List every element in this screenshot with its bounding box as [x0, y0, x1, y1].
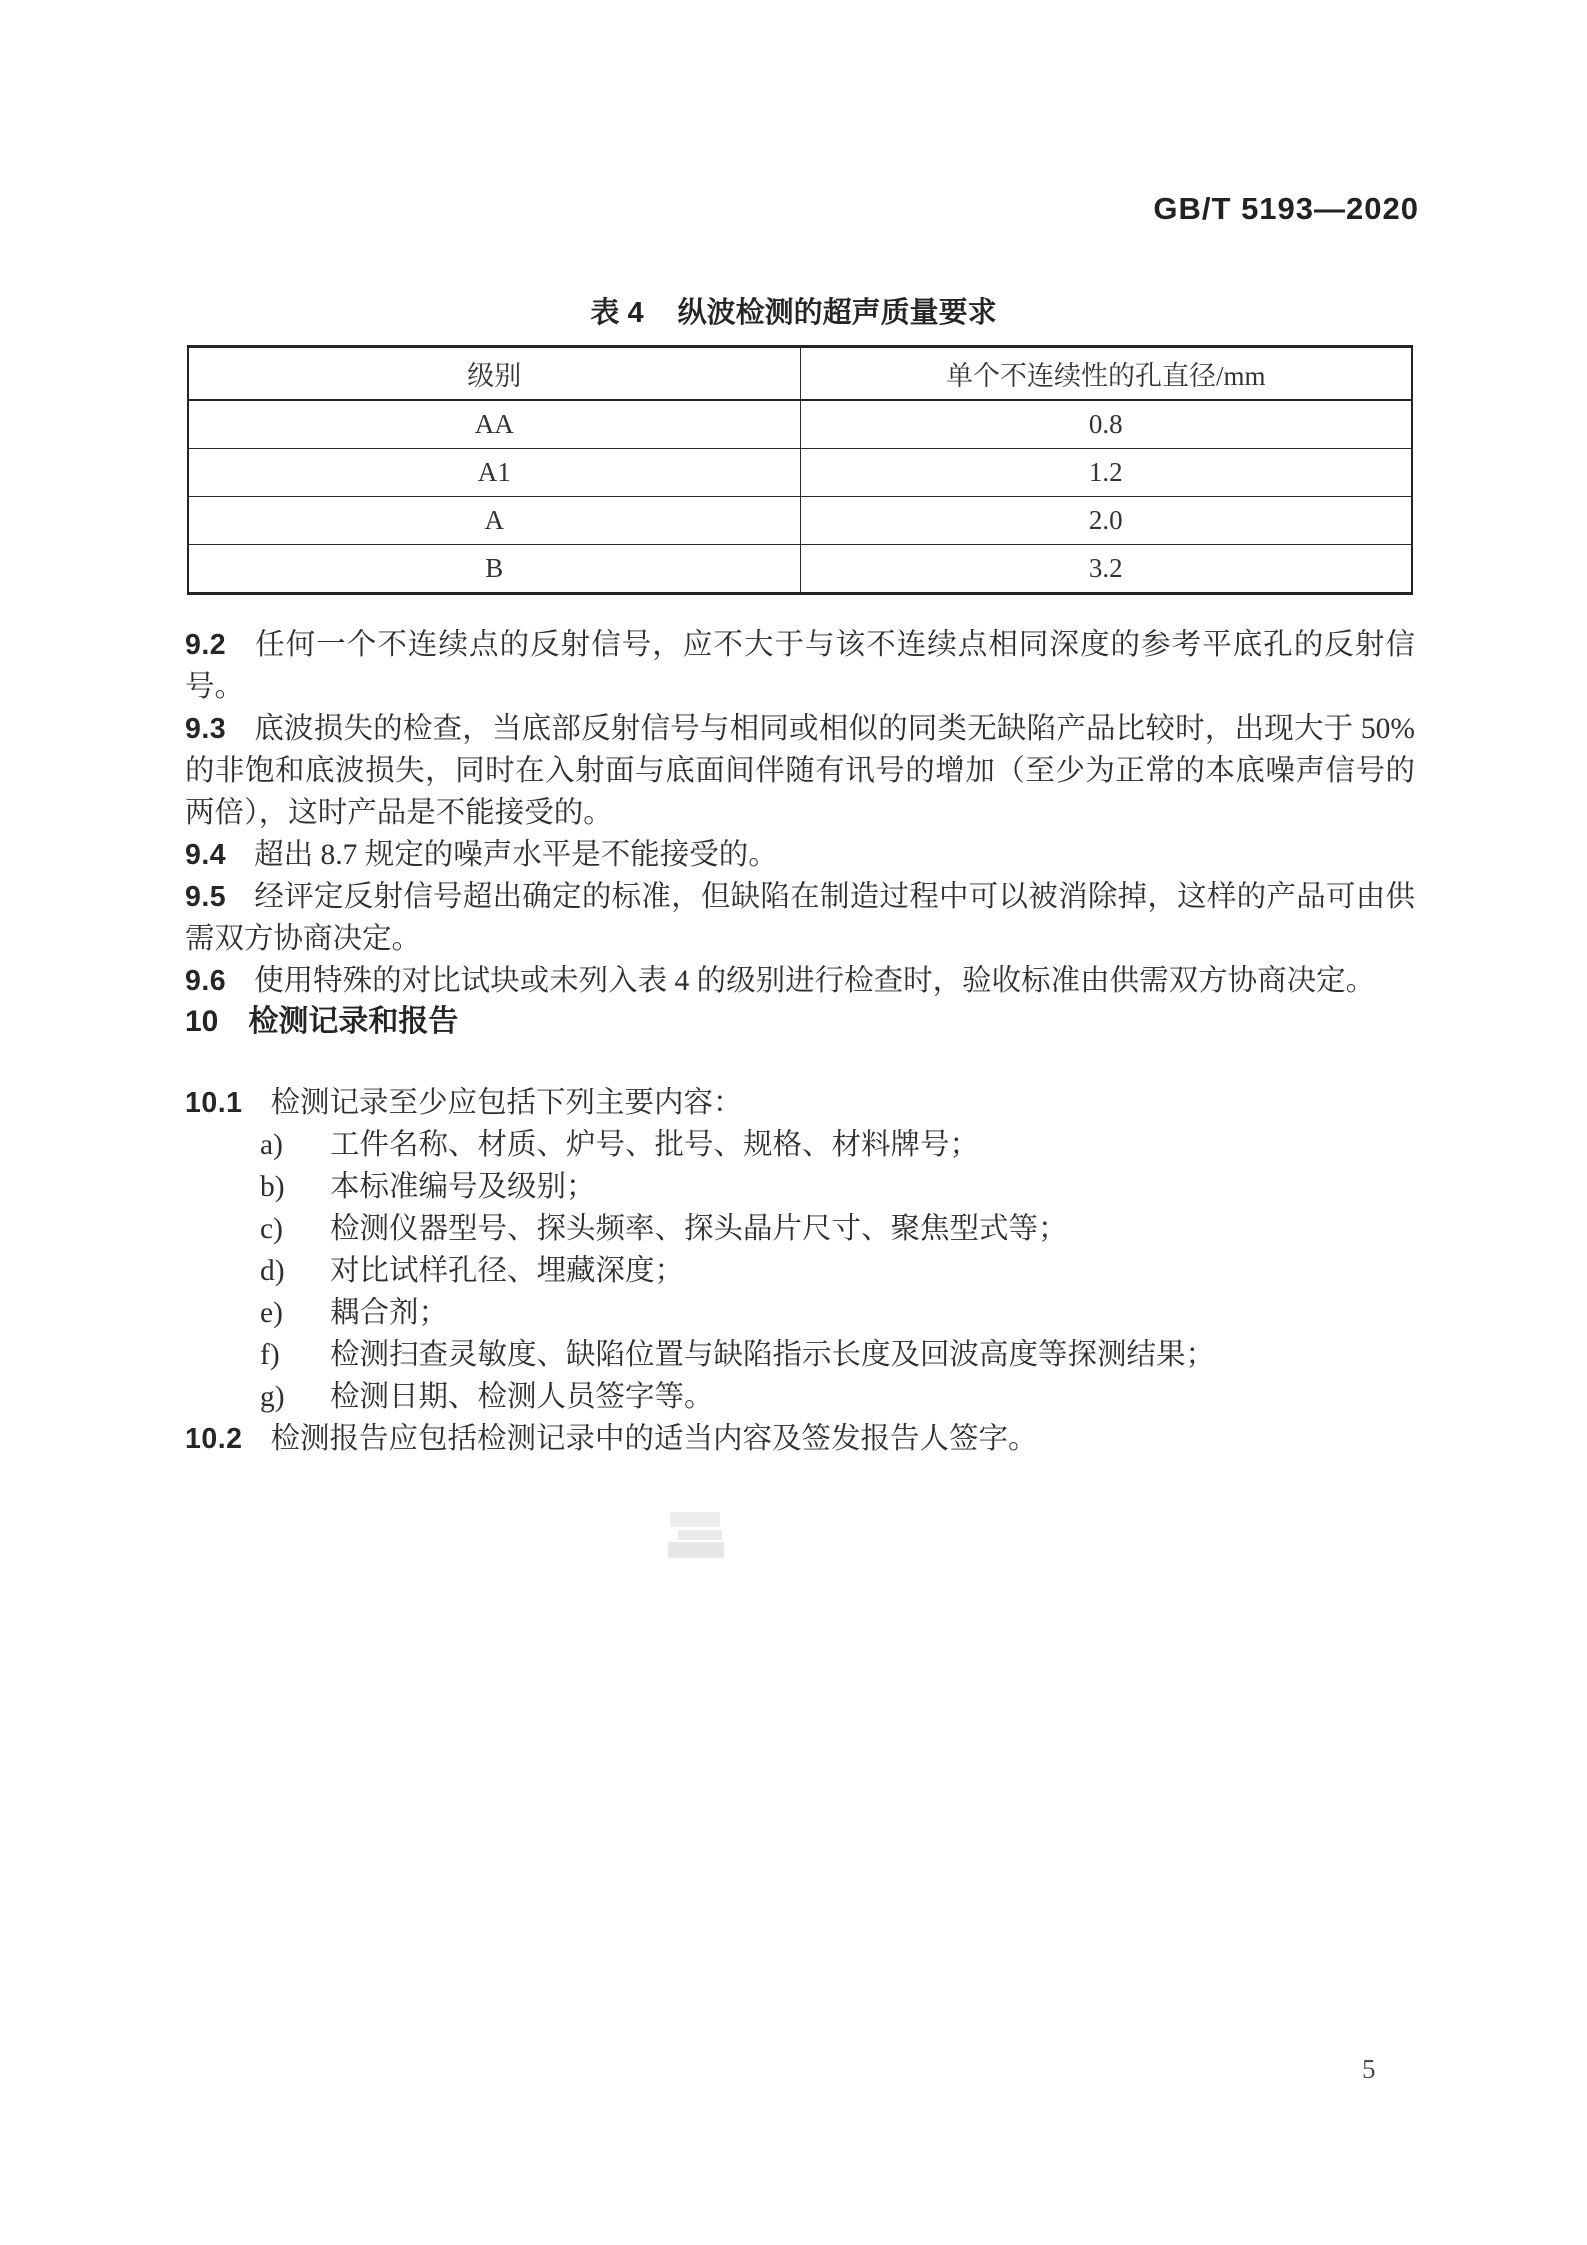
standard-code-header: GB/T 5193—2020	[1153, 191, 1419, 226]
list-item-label: c)	[260, 1213, 283, 1245]
list-item-label: e)	[260, 1297, 283, 1329]
section-10-heading	[185, 996, 458, 1040]
ultrasonic-quality-requirements-table	[187, 345, 1413, 595]
list-item-f	[260, 1334, 1415, 1376]
diameter-cell: 1.2	[800, 449, 1412, 497]
column-header-grade: 级别	[188, 347, 800, 401]
clause-number: 10.1	[185, 1087, 243, 1119]
clause-text: 超出 8.7 规定的噪声水平是不能接受的。	[254, 839, 778, 871]
table-row	[188, 545, 1412, 594]
table-caption	[0, 290, 1587, 331]
clause-number: 9.5	[185, 881, 227, 913]
table-row	[188, 449, 1412, 497]
table-row	[188, 497, 1412, 545]
clause-number: 9.6	[185, 965, 227, 997]
list-item-label: a)	[260, 1129, 283, 1161]
list-item-label: b)	[260, 1171, 285, 1203]
list-item-text: 检测扫查灵敏度、缺陷位置与缺陷指示长度及回波高度等探测结果；	[330, 1339, 1216, 1371]
clause-number: 9.3	[185, 713, 227, 745]
clause-9-4	[185, 834, 1415, 876]
list-item-text: 本标准编号及级别；	[330, 1171, 596, 1203]
diameter-cell: 2.0	[800, 497, 1412, 545]
grade-cell: A	[188, 497, 800, 545]
scan-smudge-part	[668, 1542, 724, 1558]
diameter-cell: 0.8	[800, 400, 1412, 449]
clause-text: 检测记录至少应包括下列主要内容：	[270, 1087, 743, 1119]
list-item-b	[260, 1166, 1415, 1208]
clause-9-3	[185, 708, 1415, 834]
list-item-text: 检测仪器型号、探头频率、探头晶片尺寸、聚焦型式等；	[330, 1213, 1068, 1245]
table-caption-number: 表 4	[590, 297, 644, 329]
clause-10-2	[185, 1418, 1415, 1460]
list-item-g	[260, 1376, 1415, 1418]
clause-text: 检测报告应包括检测记录中的适当内容及签发报告人签字。	[270, 1423, 1038, 1455]
section-title: 检测记录和报告	[248, 1005, 459, 1038]
list-item-text: 检测日期、检测人员签字等。	[330, 1381, 714, 1413]
scan-smudge-artifact	[668, 1508, 728, 1563]
grade-cell: A1	[188, 449, 800, 497]
list-item-text: 工件名称、材质、炉号、批号、规格、材料牌号；	[330, 1129, 980, 1161]
clause-text: 使用特殊的对比试块或未列入表 4 的级别进行检查时，验收标准由供需双方协商决定。	[254, 965, 1376, 997]
clause-text: 底波损失的检查，当底部反射信号与相同或相似的同类无缺陷产品比较时，出现大于 50%的非饱和底波损失，同时在入射面与底面间伴随有讯号的增加（至少为正常的本底噪声信号的两倍），这时产品是不能接受的。	[185, 713, 1415, 829]
grade-cell: B	[188, 545, 800, 594]
list-item-text: 对比试样孔径、埋藏深度；	[330, 1255, 685, 1287]
clause-text: 经评定反射信号超出确定的标准，但缺陷在制造过程中可以被消除掉，这样的产品可由供需双方协商决定。	[185, 881, 1415, 955]
scan-smudge-part	[670, 1512, 720, 1527]
list-item-label: d)	[260, 1255, 285, 1287]
page-number: 5	[1362, 2054, 1376, 2084]
section-10-body	[185, 1082, 1415, 1460]
clause-9-5	[185, 876, 1415, 960]
table-header-row	[188, 347, 1412, 401]
clause-9-2	[185, 624, 1415, 708]
clause-10-1	[185, 1082, 1415, 1124]
list-item-label: g)	[260, 1381, 285, 1413]
clauses-section-9	[185, 624, 1415, 1002]
table-row	[188, 400, 1412, 449]
grade-cell: AA	[188, 400, 800, 449]
clause-number: 9.2	[185, 629, 227, 661]
list-item-e	[260, 1292, 1415, 1334]
list-item-a	[260, 1124, 1415, 1166]
clause-text: 任何一个不连续点的反射信号，应不大于与该不连续点相同深度的参考平底孔的反射信号。	[185, 629, 1415, 703]
section-number: 10	[185, 1005, 219, 1038]
table-caption-title: 纵波检测的超声质量要求	[677, 297, 997, 329]
clause-number: 9.4	[185, 839, 227, 871]
list-item-label: f)	[260, 1339, 280, 1371]
diameter-cell: 3.2	[800, 545, 1412, 594]
clause-number: 10.2	[185, 1423, 243, 1455]
scan-smudge-part	[678, 1530, 722, 1540]
list-item-d	[260, 1250, 1415, 1292]
list-item-text: 耦合剂；	[330, 1297, 449, 1329]
column-header-hole-diameter: 单个不连续性的孔直径/mm	[800, 347, 1412, 401]
list-item-c	[260, 1208, 1415, 1250]
